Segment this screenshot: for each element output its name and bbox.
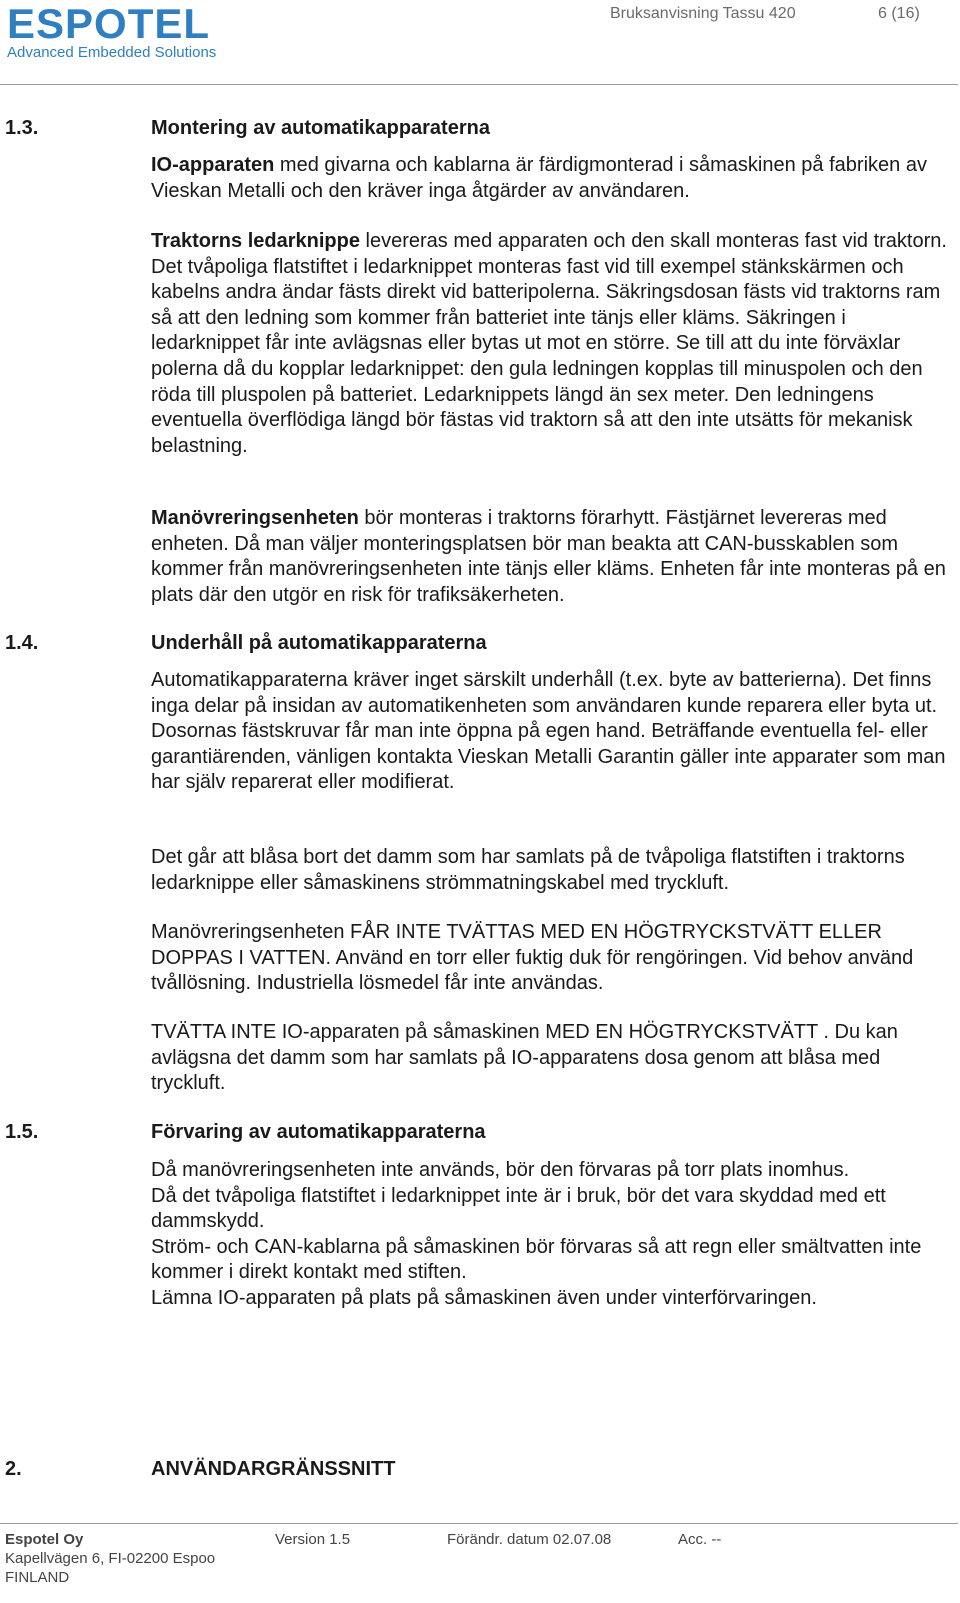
footer-divider — [0, 1523, 958, 1524]
espotel-logo — [7, 2, 216, 61]
term-io-apparaten: IO-apparaten — [151, 154, 275, 176]
paragraph-underhall-3: Manövreringsenheten FÅR INTE TVÄTTAS MED EN HÖGTRYCKSTVÄTT ELLER DOPPAS I VATTEN. Använd en torr eller fuktig duk för rengöringen. Vid behov använd tvållösning. Industriella lösmedel får inte användas. — [151, 921, 914, 995]
document-title: Bruksanvisning Tassu 420 — [610, 5, 796, 22]
footer-acc: Acc. -- — [678, 1531, 722, 1548]
section-number-1-3: 1.3. — [5, 117, 39, 139]
section-number-1-4: 1.4. — [5, 632, 39, 654]
page-number: 6 (16) — [878, 5, 920, 22]
footer-change-date: Förändr. datum 02.07.08 — [447, 1531, 612, 1548]
paragraph-text: med givarna och kablarna är färdigmonterad i såmaskinen på fabriken av Vieskan Metalli och den kräver inga åtgärder av användaren. — [151, 154, 927, 202]
paragraph-line: Ström- och CAN-kablarna på såmaskinen bör förvaras så att regn eller smältvatten inte kommer i direkt kontakt med stiften. — [151, 1235, 922, 1284]
term-manovreringsenheten: Manövreringsenheten — [151, 507, 359, 529]
footer-company: Espotel Oy — [5, 1531, 84, 1548]
paragraph-line: Då det tvåpoliga flatstiftet i ledarknippet inte är i bruk, bör det vara skyddad med ett dammskydd. — [151, 1184, 886, 1233]
paragraph-underhall-4: TVÄTTA INTE IO-apparaten på såmaskinen MED EN HÖGTRYCKSTVÄTT . Du kan avlägsna det damm som har samlats på IO-apparatens dosa genom att blåsa med tryckluft. — [151, 1021, 898, 1095]
paragraph-text: bör monteras i traktorns förarhytt. Fästjärnet levereras med enheten. Då man väljer monteringsplatsen bör man beakta att CAN-busskablen som kommer från manövreringsenheten inte tänjs eller kläms. Enheten får inte monteras på en plats där den utgör en risk för trafiksäkerheten. — [151, 507, 946, 606]
section-title-2: ANVÄNDARGRÄNSSNITT — [151, 1458, 396, 1480]
paragraph-line: Dosornas fästskruvar får man inte öppna på egen hand. Beträffande eventuella fel- eller garantiärenden, vänligen kontakta Vieskan Metalli Garantin gäller inte apparater som man har själv reparerat eller modifierat. — [151, 720, 946, 794]
paragraph-manovreringsenheten — [151, 506, 951, 608]
paragraph-underhall-1 — [151, 668, 951, 796]
paragraph-line: Lämna IO-apparaten på plats på såmaskinen även under vinterförvaringen. — [151, 1286, 817, 1309]
footer-country: FINLAND — [5, 1569, 70, 1586]
footer-address: Kapellvägen 6, FI-02200 Espoo — [5, 1550, 216, 1567]
logo-wordmark: ESPOTEL — [7, 0, 211, 47]
section-title-1-4: Underhåll på automatikapparaterna — [151, 632, 487, 654]
section-number-2: 2. — [5, 1458, 22, 1480]
paragraph-line: Då manövreringsenheten inte används, bör den förvaras på torr plats inomhus. — [151, 1159, 850, 1181]
paragraph-io-apparaten — [151, 153, 951, 204]
page-header — [0, 0, 960, 86]
term-ledarknippe: Traktorns ledarknippe — [151, 230, 360, 252]
header-divider — [0, 84, 958, 85]
paragraph-line: Automatikapparaterna kräver inget särskilt underhåll (t.ex. byte av batterierna). Det finns inga delar på insidan av automatikenheten som användaren kunde reparera eller byta ut. — [151, 669, 938, 717]
paragraph-forvaring — [151, 1158, 951, 1312]
section-number-1-5: 1.5. — [5, 1121, 39, 1143]
paragraph-ledarknippe — [151, 229, 951, 459]
logo-tagline: Advanced Embedded Solutions — [7, 44, 217, 61]
section-title-1-5: Förvaring av automatikapparaterna — [151, 1121, 486, 1143]
paragraph-text: levereras med apparaten och den skall monteras fast vid traktorn. Det tvåpoliga flatstiftet i ledarknippet monteras fast vid till exempel stänkskärmen och kabelns andra ändar fästs direkt vid batteripolerna. Säkringsdosan fästs vid traktorns ram så att den ledning som kommer från batteriet inte tänjs eller kläms. Säkringen i ledarknippet får inte avlägsnas eller bytas ut mot en större. Se till att du inte förväxlar polerna då du kopplar ledarknippet: den gula ledningen kopplas till minuspolen och den röda till pluspolen på batteriet. Ledarknippets längd än sex meter. Den ledningens eventuella överflödiga längd bör fästas vid traktorn så att den inte utsätts för mekanisk belastning. — [151, 230, 947, 457]
section-title-1-3: Montering av automatikapparaterna — [151, 117, 490, 139]
paragraph-underhall-2: Det går att blåsa bort det damm som har samlats på de tvåpoliga flatstiften i traktorns ledarknippe eller såmaskinens strömmatningskabel med tryckluft. — [151, 846, 905, 894]
footer-version: Version 1.5 — [275, 1531, 351, 1548]
